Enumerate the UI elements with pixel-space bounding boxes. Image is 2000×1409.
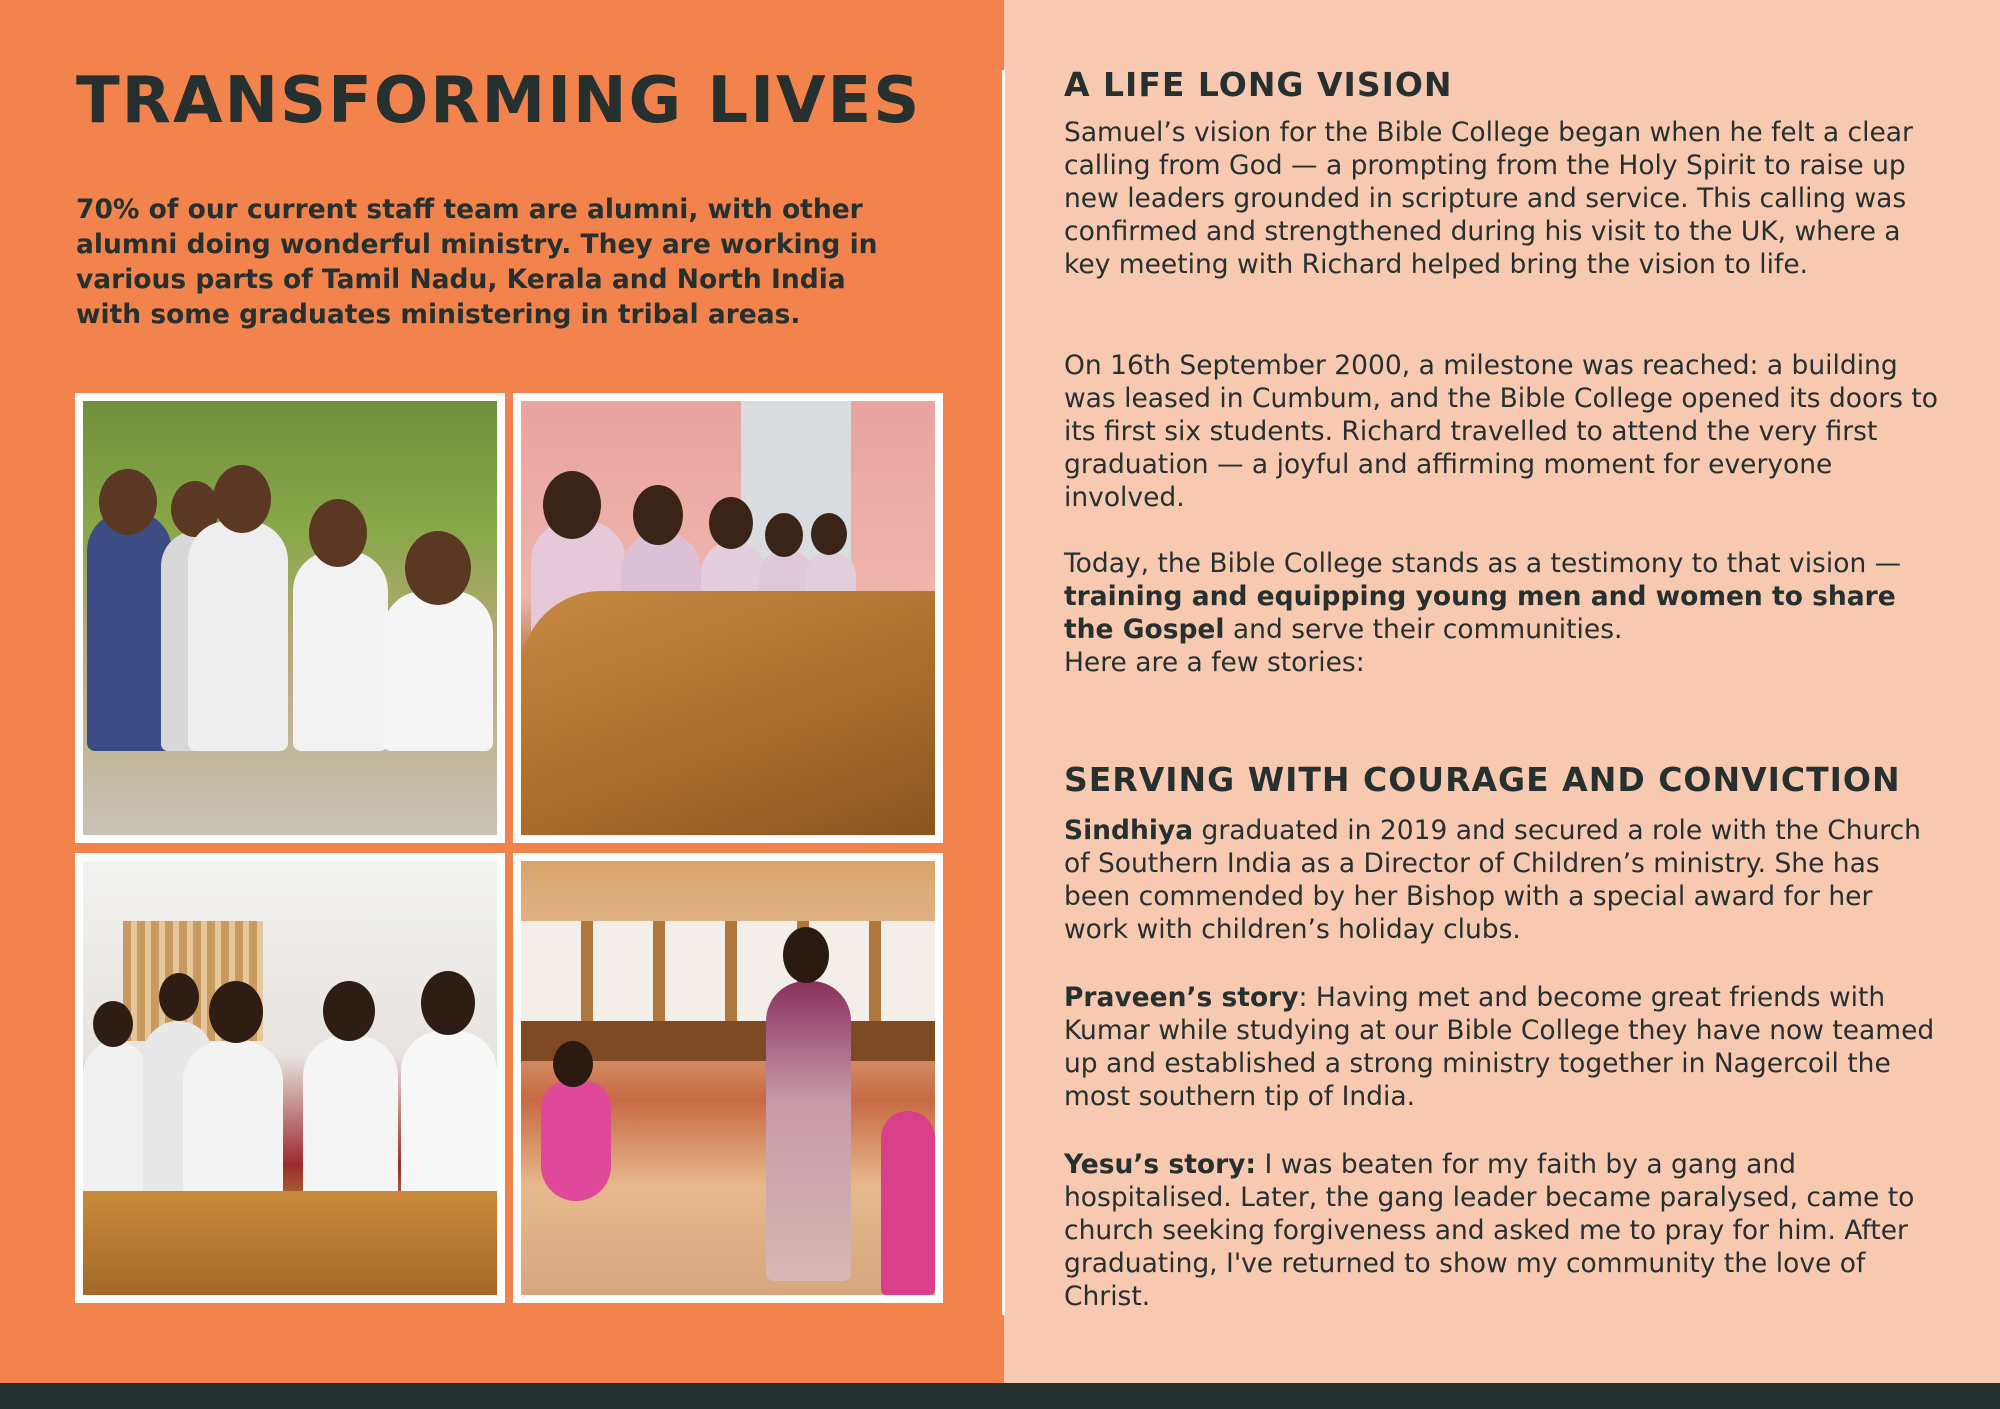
divider-line [1002, 70, 1005, 1315]
story-yesu-text: I was beaten for my faith by a gang and hospitalised. Later, the gang leader became paralysed, came to church seeking forgiveness and asked me to pray for him. After graduating, I've returned to show my community the love of Christ. [1064, 1149, 1915, 1312]
story-yesu [1064, 1148, 1944, 1313]
intro-text: 70% of our current staff team are alumni, with other alumni doing wonderful ministry. They are working in various parts of Tamil Nadu, Kerala and North India with some graduates ministering in tribal areas. [76, 194, 878, 330]
vision-p3-tail: Here are a few stories: [1064, 647, 1365, 678]
vision-p3-bold: training and equipping young men and women to share the Gospel [1064, 581, 1896, 645]
story-sindhiya-name: Sindhiya [1064, 815, 1194, 846]
footer-bar [0, 1383, 2000, 1409]
vision-p3-start: Today, the Bible College stands as a testimony to that vision — [1064, 548, 1902, 579]
story-praveen-name: Praveen’s story [1064, 982, 1299, 1013]
photo-alumni-group-outdoors [75, 393, 505, 843]
photo-childrens-ministry-church [513, 853, 943, 1303]
photo-female-students-classroom [513, 393, 943, 843]
vision-paragraph-3 [1064, 547, 1944, 679]
vision-p3-end: and serve their communities. [1224, 614, 1623, 645]
story-yesu-name: Yesu’s story: [1064, 1149, 1257, 1180]
story-sindhiya-text: graduated in 2019 and secured a role with the Church of Southern India as a Director of Children’s ministry. She has been commended by her Bishop with a special award for her work with children’s holiday clubs. [1064, 815, 1921, 945]
vision-paragraph-1: Samuel’s vision for the Bible College began when he felt a clear calling from God — a prompting from the Holy Spirit to raise up new leaders grounded in scripture and service. This calling was confirmed and strengthened during his visit to the UK, where a key meeting with Richard helped bring the vision to life. [1064, 117, 1913, 280]
story-sindhiya [1064, 814, 1944, 946]
vision-heading: A LIFE LONG VISION [1064, 65, 1453, 104]
serving-heading: SERVING WITH COURAGE AND CONVICTION [1064, 760, 1901, 799]
photo-male-students-in-ties [75, 853, 505, 1303]
page-title: TRANSFORMING LIVES [76, 64, 922, 138]
story-praveen [1064, 981, 1944, 1113]
story-praveen-text: : Having met and become great friends with Kumar while studying at our Bible College they have now teamed up and established a strong ministry together in Nagercoil the most southern tip of India. [1064, 982, 1935, 1112]
vision-paragraph-2: On 16th September 2000, a milestone was reached: a building was leased in Cumbum, and the Bible College opened its doors to its first six students. Richard travelled to attend the very first graduation — a joyful and affirming moment for everyone involved. [1064, 350, 1938, 513]
